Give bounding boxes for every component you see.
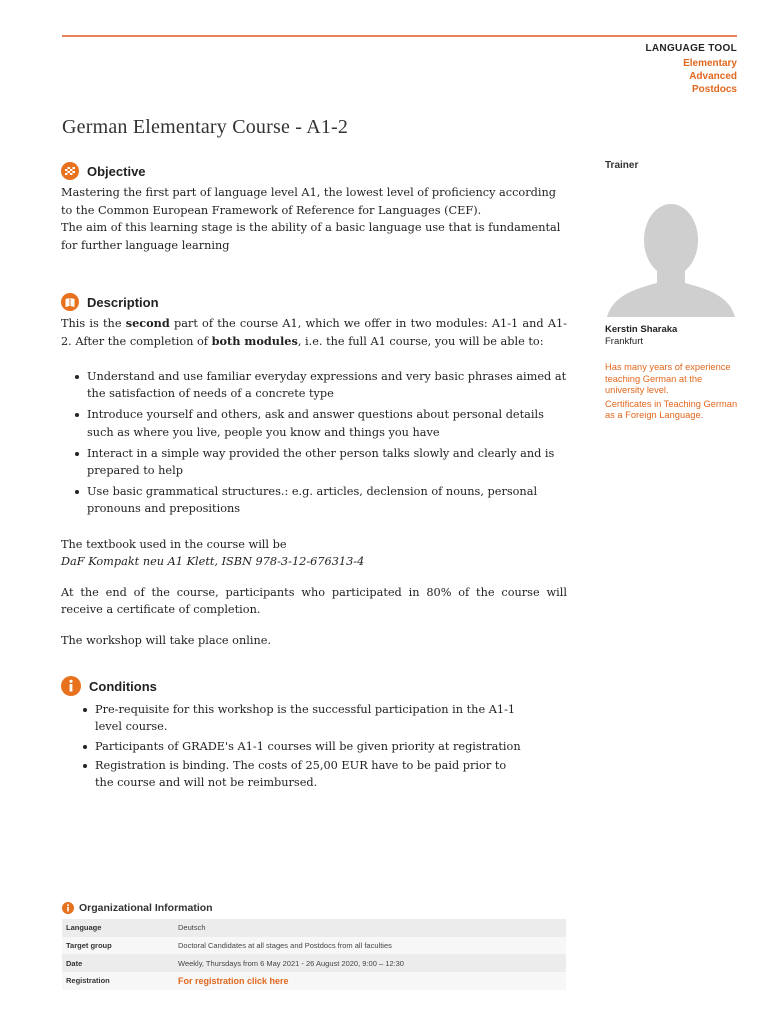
textbook-paragraph bbox=[61, 536, 567, 571]
page-title: German Elementary Course - A1-2 bbox=[62, 116, 349, 138]
info-icon bbox=[61, 676, 81, 696]
row-value: Deutsch bbox=[174, 919, 566, 937]
language-tool-nav bbox=[646, 42, 738, 96]
list-item: Use basic grammatical structures.: e.g. articles, declension of nouns, personal pronouns and prepositions bbox=[61, 483, 567, 517]
description-heading: Description bbox=[87, 294, 159, 310]
conditions-list bbox=[61, 701, 521, 791]
list-item: Pre-requisite for this workshop is the successful participation in the A1-1 level course. bbox=[61, 701, 521, 735]
objective-text bbox=[61, 184, 567, 254]
trainer-note-certificates: Certificates in Teaching German as a Foreign Language. bbox=[605, 398, 738, 421]
avatar bbox=[605, 191, 737, 319]
description-header bbox=[61, 291, 567, 313]
trainer-city: Frankfurt bbox=[605, 336, 644, 347]
conditions-header bbox=[61, 675, 567, 697]
main-content bbox=[61, 160, 567, 793]
tool-title: LANGUAGE TOOL bbox=[645, 43, 737, 54]
objective-text-2: The aim of this learning stage is the ability of a basic language use that is fundamental for further language learning bbox=[61, 221, 561, 252]
certificate-paragraph: At the end of the course, participants who participated in 80% of the course will receive a certificate of completion. bbox=[61, 585, 567, 617]
row-label: Language bbox=[62, 919, 174, 937]
objective-heading: Objective bbox=[87, 163, 146, 179]
trainer-name: Kerstin Sharaka bbox=[605, 324, 678, 335]
table-row bbox=[62, 919, 566, 937]
list-item: Participants of GRADE's A1-1 courses will be given priority at registration bbox=[61, 738, 521, 755]
list-item: Introduce yourself and others, ask and answer questions about personal details such as where you live, people you know and things you have bbox=[61, 406, 567, 440]
skills-list bbox=[61, 368, 567, 518]
info-icon bbox=[62, 902, 74, 914]
list-item: Understand and use familiar everyday expressions and very basic phrases aimed at the satisfaction of needs of a concrete type bbox=[61, 368, 567, 402]
book-icon bbox=[61, 293, 79, 311]
row-value: Weekly, Thursdays from 6 May 2021 - 26 August 2020, 9:00 – 12:30 bbox=[174, 954, 566, 972]
description-intro bbox=[61, 315, 567, 350]
trainer-label: Trainer bbox=[605, 160, 639, 171]
conditions-heading: Conditions bbox=[89, 678, 157, 694]
row-label: Date bbox=[62, 954, 174, 972]
intro-bold-both-modules: both modules bbox=[211, 333, 298, 348]
intro-text-3: , i.e. the full A1 course, you will be able to: bbox=[297, 334, 544, 348]
org-info-heading: Organizational Information bbox=[79, 902, 213, 914]
nav-link-advanced[interactable]: Advanced bbox=[689, 71, 737, 82]
intro-text-1: This is the bbox=[61, 317, 126, 330]
organizational-info bbox=[62, 901, 566, 990]
table-row bbox=[62, 972, 566, 990]
list-item: Interact in a simple way provided the other person talks slowly and clearly and is prepared to help bbox=[61, 445, 567, 479]
top-rule bbox=[62, 35, 737, 37]
textbook-title: DaF Kompakt neu A1 Klett, ISBN 978-3-12-676313-4 bbox=[61, 555, 365, 569]
table-row bbox=[62, 954, 566, 972]
org-info-table bbox=[62, 919, 566, 990]
table-row bbox=[62, 937, 566, 955]
intro-text-2: part of the course A1, which we offer in two modules: A1-1 and A1-2. After the completion of bbox=[61, 317, 567, 348]
registration-link[interactable]: For registration click here bbox=[178, 975, 289, 986]
row-value bbox=[174, 972, 566, 990]
flag-icon bbox=[61, 162, 79, 180]
row-label: Registration bbox=[62, 972, 174, 990]
nav-link-postdocs[interactable]: Postdocs bbox=[691, 84, 737, 95]
intro-bold-second: second bbox=[125, 316, 170, 330]
objective-header bbox=[61, 160, 567, 182]
online-paragraph: The workshop will take place online. bbox=[61, 633, 272, 647]
textbook-intro: The textbook used in the course will be bbox=[61, 537, 287, 551]
list-item: Registration is binding. The costs of 25,00 EUR have to be paid prior to the course and will not be reimbursed. bbox=[61, 757, 521, 791]
row-value: Doctoral Candidates at all stages and Postdocs from all faculties bbox=[174, 937, 566, 955]
objective-text-1: Mastering the first part of language level A1, the lowest level of proficiency according to the Common European Framework of Reference for Languages (CEF). bbox=[61, 186, 556, 217]
row-label: Target group bbox=[62, 937, 174, 955]
trainer-note-experience: Has many years of experience teaching German at the university level. bbox=[605, 362, 731, 396]
nav-link-elementary[interactable]: Elementary bbox=[683, 58, 737, 69]
org-info-header bbox=[62, 901, 566, 915]
trainer-sidebar bbox=[605, 160, 738, 422]
